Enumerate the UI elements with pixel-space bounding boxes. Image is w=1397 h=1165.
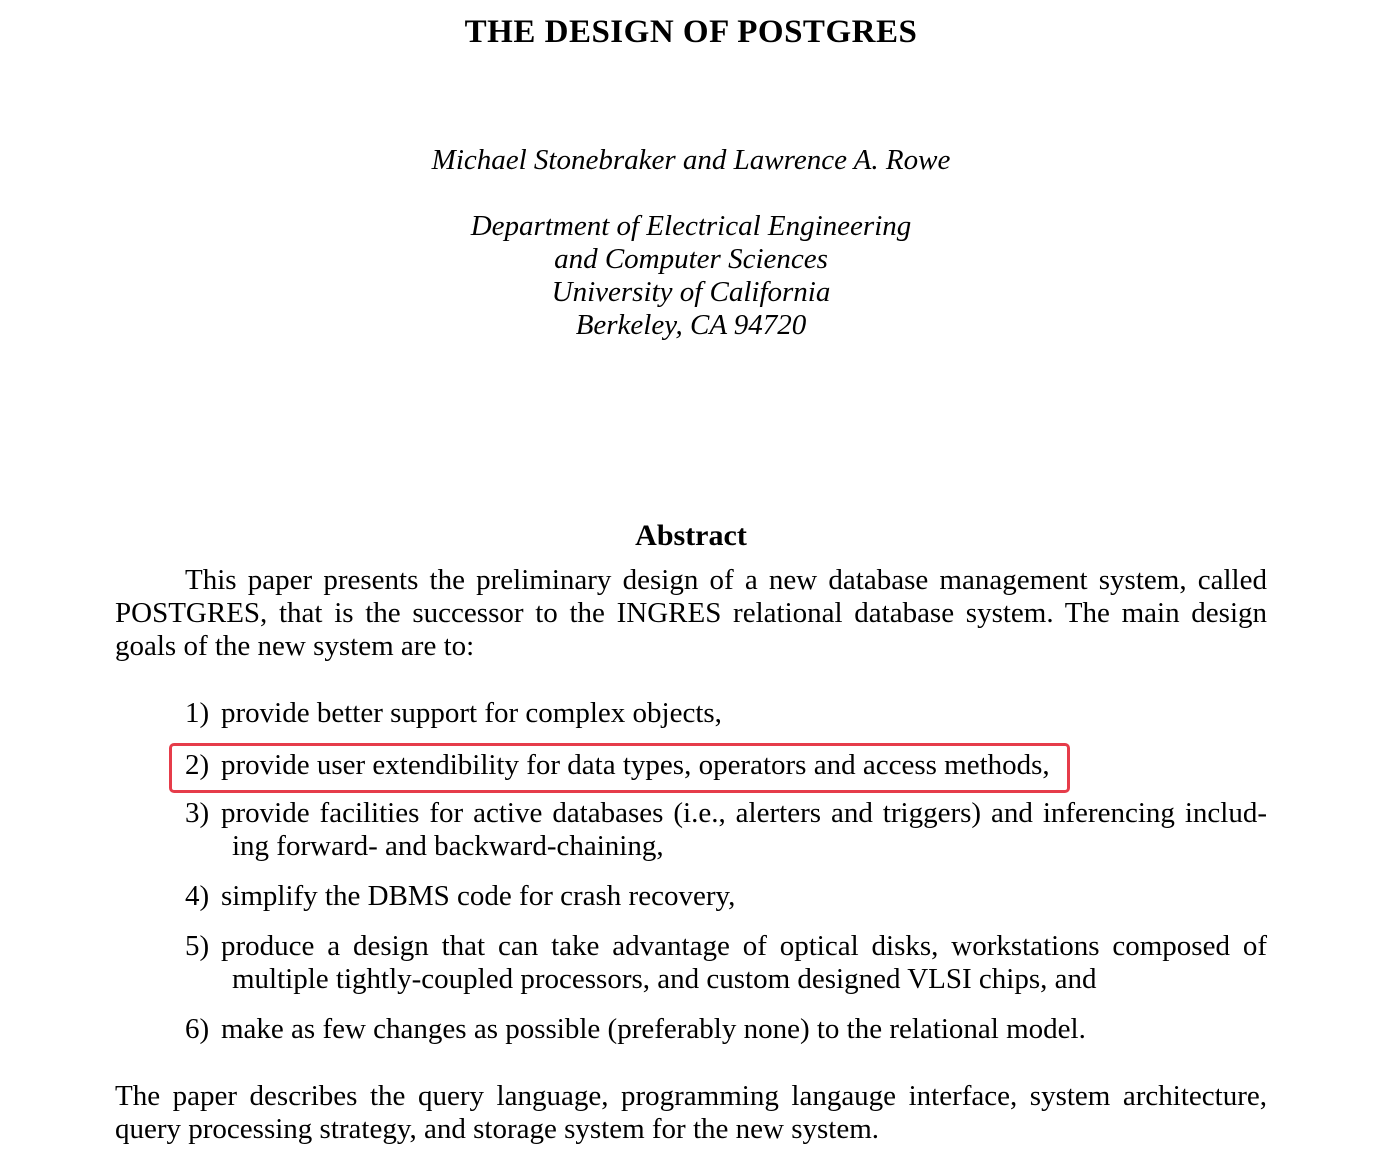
goal-line	[185, 930, 1267, 963]
authors-line: Michael Stonebraker and Lawrence A. Rowe	[431, 144, 951, 176]
abstract-line: goals of the new system are to:	[115, 630, 475, 662]
affiliation-line-department: Department of Electrical Engineering	[470, 210, 912, 242]
goal-text: make as few changes as possible (preferably none) to the relational model.	[221, 1013, 1086, 1045]
goal-text: provide user extendibility for data types, operators and access methods,	[221, 749, 1050, 781]
goal-number: 2)	[185, 749, 210, 781]
goal-text: produce a design that can take advantage of optical disks, workstations composed of	[221, 930, 1267, 962]
goal-item-4	[185, 880, 1267, 913]
abstract-line: This paper presents the preliminary design of a new database management system, called	[185, 564, 1267, 596]
abstract-paragraph	[115, 564, 1267, 663]
goal-text: provide facilities for active databases (i.e., alerters and triggers) and inferencing includ-	[221, 797, 1267, 829]
closing-paragraph	[115, 1080, 1267, 1146]
paper-title: THE DESIGN OF POSTGRES	[464, 14, 918, 50]
goal-line-continuation: ing forward- and backward-chaining,	[232, 830, 664, 862]
goal-number: 1)	[185, 697, 210, 729]
abstract-heading: Abstract	[635, 519, 747, 552]
goal-item-3	[185, 797, 1267, 863]
affiliation-line-department-2: and Computer Sciences	[554, 243, 828, 275]
goal-number: 5)	[185, 930, 210, 962]
closing-line: query processing strategy, and storage system for the new system.	[115, 1113, 880, 1145]
goal-line	[185, 797, 1267, 830]
goal-line	[185, 880, 1267, 913]
goal-item-2	[185, 743, 1267, 793]
abstract-line: POSTGRES, that is the successor to the INGRES relational database system. The main design	[115, 597, 1267, 629]
goal-number: 6)	[185, 1013, 210, 1045]
goal-item-5	[185, 930, 1267, 996]
affiliation-line-university: University of California	[551, 276, 831, 308]
goal-number: 3)	[185, 797, 210, 829]
goal-line	[185, 1013, 1267, 1046]
goal-text: simplify the DBMS code for crash recovery,	[221, 880, 736, 912]
design-goals-list	[115, 697, 1267, 1046]
closing-line: The paper describes the query language, programming langauge interface, system architecture,	[115, 1080, 1267, 1112]
goal-line-continuation: multiple tightly-coupled processors, and custom designed VLSI chips, and	[232, 963, 1097, 995]
highlight-box	[169, 743, 1070, 793]
goal-number: 4)	[185, 880, 210, 912]
goal-item-1	[185, 697, 1267, 730]
affiliation-line-city: Berkeley, CA 94720	[575, 309, 807, 341]
goal-text: provide better support for complex objects,	[221, 697, 722, 729]
affiliation-block	[115, 210, 1267, 342]
goal-item-6	[185, 1013, 1267, 1046]
goal-line	[185, 697, 1267, 730]
